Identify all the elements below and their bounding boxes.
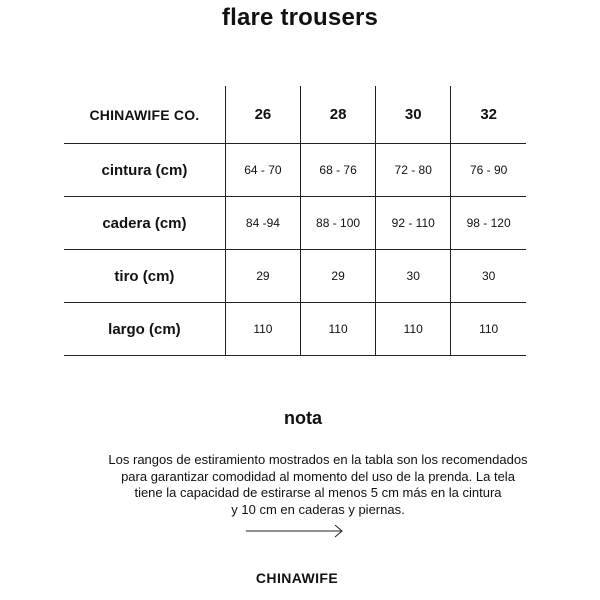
table-cell: 110 (225, 303, 300, 356)
footer-brand: CHINAWIFE (255, 570, 339, 586)
nota-line: Los rangos de estiramiento mostrados en la tabla son los recomendados (108, 452, 528, 467)
table-row (64, 144, 526, 197)
nota-line: tiene la capacidad de estirarse al menos 5 cm más en la cintura (134, 485, 502, 500)
table-cell: 64 - 70 (225, 144, 300, 197)
table-cell: 110 (451, 303, 526, 356)
table-cell: 88 - 100 (301, 197, 376, 250)
row-label: cintura (cm) (101, 161, 188, 179)
page-title: flare trousers (221, 4, 379, 31)
table-row (64, 303, 526, 356)
table-cell: 110 (301, 303, 376, 356)
size-header: 28 (301, 86, 376, 144)
table-row (64, 197, 526, 250)
table-cell: 29 (301, 250, 376, 303)
table-header-row (64, 86, 526, 144)
table-cell: 98 - 120 (451, 197, 526, 250)
nota-line: y 10 cm en caderas y piernas. (231, 501, 405, 517)
nota-line: para garantizar comodidad al momento del uso de la prenda. La tela (121, 468, 515, 484)
table-row (64, 250, 526, 303)
size-header: 26 (225, 86, 300, 144)
table-cell: 92 - 110 (376, 197, 451, 250)
table-brand-header: CHINAWIFE CO. (89, 106, 200, 123)
table-cell: 72 - 80 (376, 144, 451, 197)
table-cell: 84 -94 (225, 197, 300, 250)
table-cell: 110 (376, 303, 451, 356)
table-cell: 76 - 90 (451, 144, 526, 197)
nota-heading: nota (284, 408, 322, 428)
size-chart-table (64, 86, 526, 356)
size-header: 32 (451, 86, 526, 144)
row-label: cadera (cm) (102, 214, 187, 232)
nota-paragraph (80, 452, 556, 518)
row-label: tiro (cm) (114, 267, 175, 285)
size-header: 30 (376, 86, 451, 144)
table-cell: 30 (451, 250, 526, 303)
table-cell: 29 (225, 250, 300, 303)
table-cell: 68 - 76 (301, 144, 376, 197)
arrow-right-icon (246, 522, 346, 540)
row-label: largo (cm) (108, 320, 181, 338)
table-cell: 30 (376, 250, 451, 303)
